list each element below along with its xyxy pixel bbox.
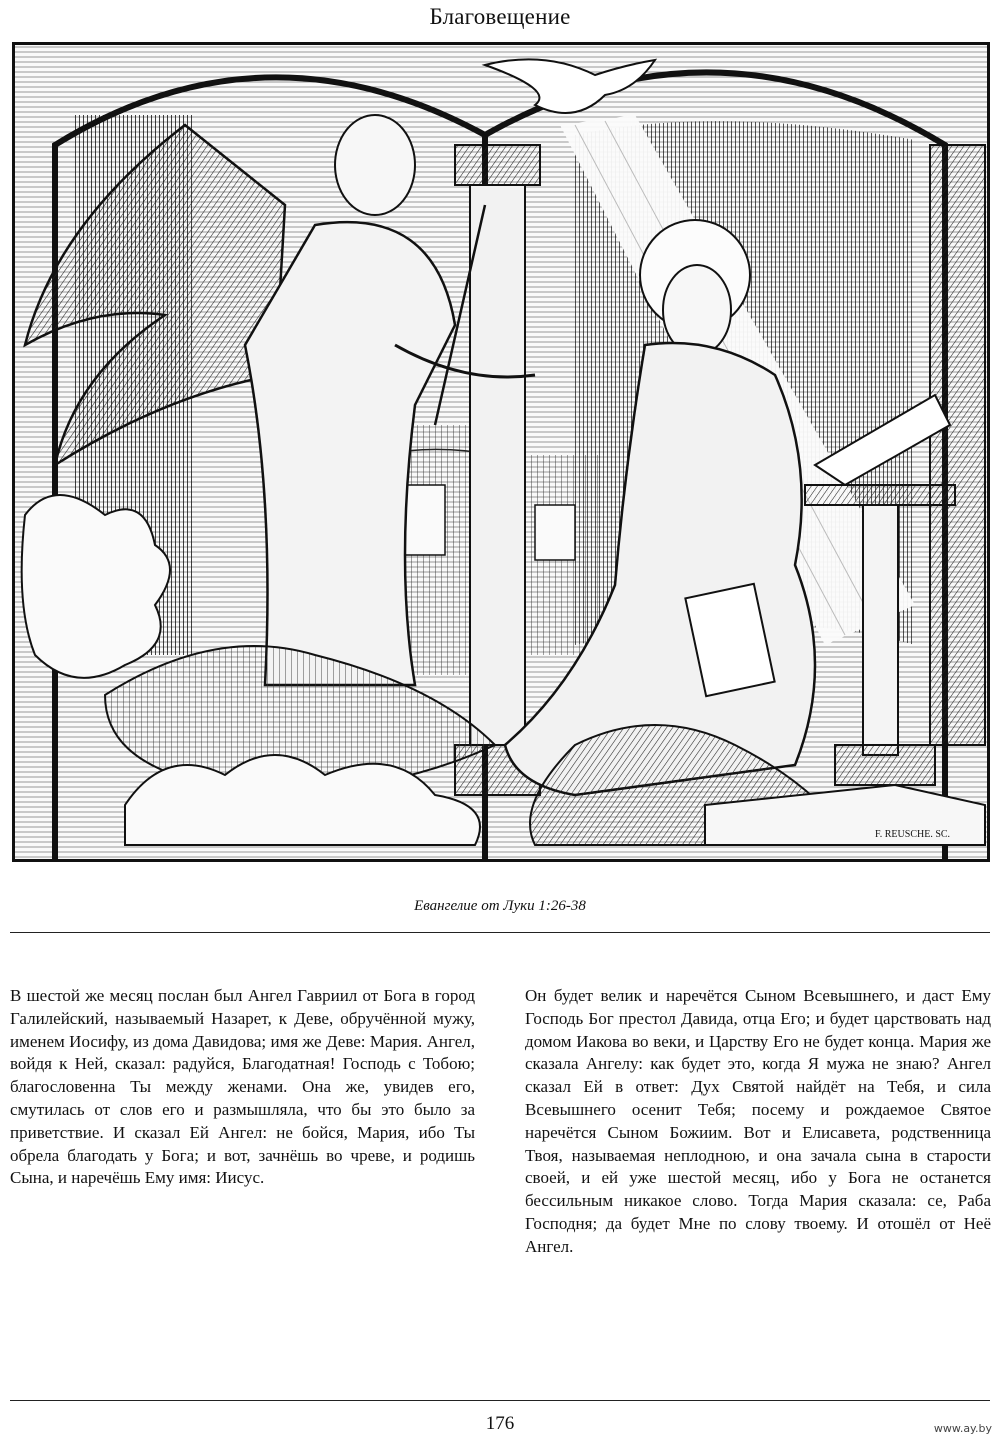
annunciation-engraving: [12, 42, 990, 862]
text-column-right: Он будет велик и наречётся Сыном Всевышнего, и даст Ему Господь Бог престол Давида, отца Его; и будет царствовать над домом Иакова во веки, и Царству Его не будет конца. Мария же сказала Ангелу: как будет это, когда Я мужа не знаю? Ангел сказал Ей в ответ: Дух Святой найдёт на Тебя, и сила Всевышнего осенит Тебя; посему и рождаемое Святое наречётся Сыном Божиим. Вот и Елисавета, родственница Твоя, называемая неплодною, и она зачала сына в старости своей, и ей уже шестой месяц, ибо у Бога не останется бессильным никакое слово. Тогда Мария сказала: се, Раба Господня; да будет Мне по слову твоему. И отошёл от Неё Ангел.: [525, 986, 991, 1256]
bottom-divider: [10, 1400, 990, 1401]
watermark: www.ay.by: [933, 1422, 992, 1435]
scripture-reference: Евангелие от Луки 1:26-38: [414, 898, 586, 914]
page-title: Благовещение: [429, 4, 571, 29]
page-number: 176: [485, 1413, 515, 1434]
engraver-signature: F. REUSCHE. SC.: [875, 829, 951, 840]
top-divider: [10, 932, 990, 933]
text-column-left: В шестой же месяц послан был Ангел Гавриил от Бога в город Галилейский, называемый Назарет, к Деве, обручённой мужу, именем Иосифу, из дома Давидова; имя же Деве: Мария. Ангел, войдя к Ней, сказал: радуйся, Благодатная! Господь с Тобою; благословенна Ты между женами. Она же, увидев его, смутилась от слов его и размышляла, что бы это было за приветствие. И сказал Ей Ангел: не бойся, Мария, ибо Ты обрела благодать у Бога; и вот, зачнёшь во чреве, и родишь Сына, и наречёшь Ему имя: Иисус.: [10, 986, 475, 1188]
